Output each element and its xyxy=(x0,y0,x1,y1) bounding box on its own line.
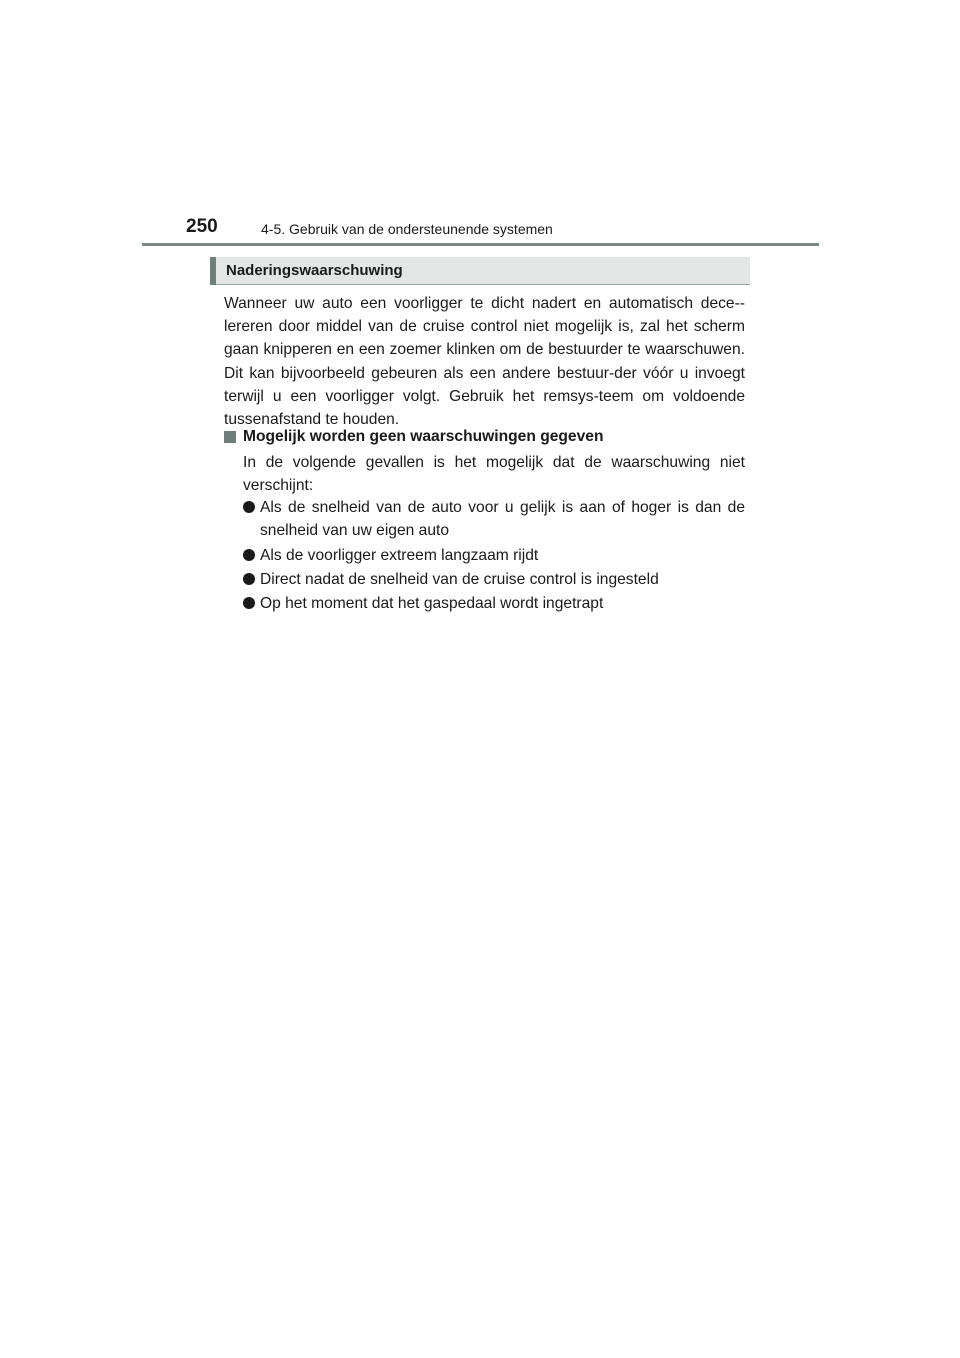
list-item-text: Op het moment dat het gaspedaal wordt ingetrapt xyxy=(260,595,604,613)
page-number: 250 xyxy=(186,216,218,237)
square-bullet-icon xyxy=(224,431,236,443)
bullet-dot-icon xyxy=(243,597,255,609)
bullet-dot-icon xyxy=(243,573,255,585)
subsection-heading xyxy=(224,426,745,448)
subsection-title: Mogelijk worden geen waarschuwingen gegeven xyxy=(243,428,604,445)
section-title: Naderingswaarschuwing xyxy=(226,262,403,279)
subsection-paragraph: In de volgende gevallen is het mogelijk dat de waarschuwing niet verschijnt: xyxy=(243,454,745,495)
section-header xyxy=(210,257,750,285)
list-item xyxy=(243,568,745,591)
list-item xyxy=(243,544,745,567)
intro-paragraph: Wanneer uw auto een voorligger te dicht nadert en automatisch dece-lereren door middel van de cruise control niet mogelijk is, zal het scherm gaan knipperen en een zoemer klinken om de bestuurder te waarschuwen. Dit kan bijvoorbeeld gebeuren als een andere bestuur-der vóór u invoegt terwijl u een voorligger volgt. Gebruik het remsys-teem om voldoende tussenafstand te houden. xyxy=(224,295,745,429)
bullet-list xyxy=(243,496,745,617)
list-item-text: Als de snelheid van de auto voor u gelijk is aan of hoger is dan de snelheid van uw eigen auto xyxy=(260,499,745,540)
list-item-text: Als de voorligger extreem langzaam rijdt xyxy=(260,546,539,564)
section-accent-bar xyxy=(210,257,216,285)
chapter-title: 4-5. Gebruik van de ondersteunende systemen xyxy=(261,221,553,237)
list-item xyxy=(243,496,745,542)
bullet-dot-icon xyxy=(243,549,255,561)
page-header xyxy=(0,0,960,250)
header-rule xyxy=(142,243,819,246)
list-item xyxy=(243,592,745,615)
bullet-dot-icon xyxy=(243,501,255,513)
list-item-text: Direct nadat de snelheid van de cruise control is ingesteld xyxy=(260,570,659,588)
